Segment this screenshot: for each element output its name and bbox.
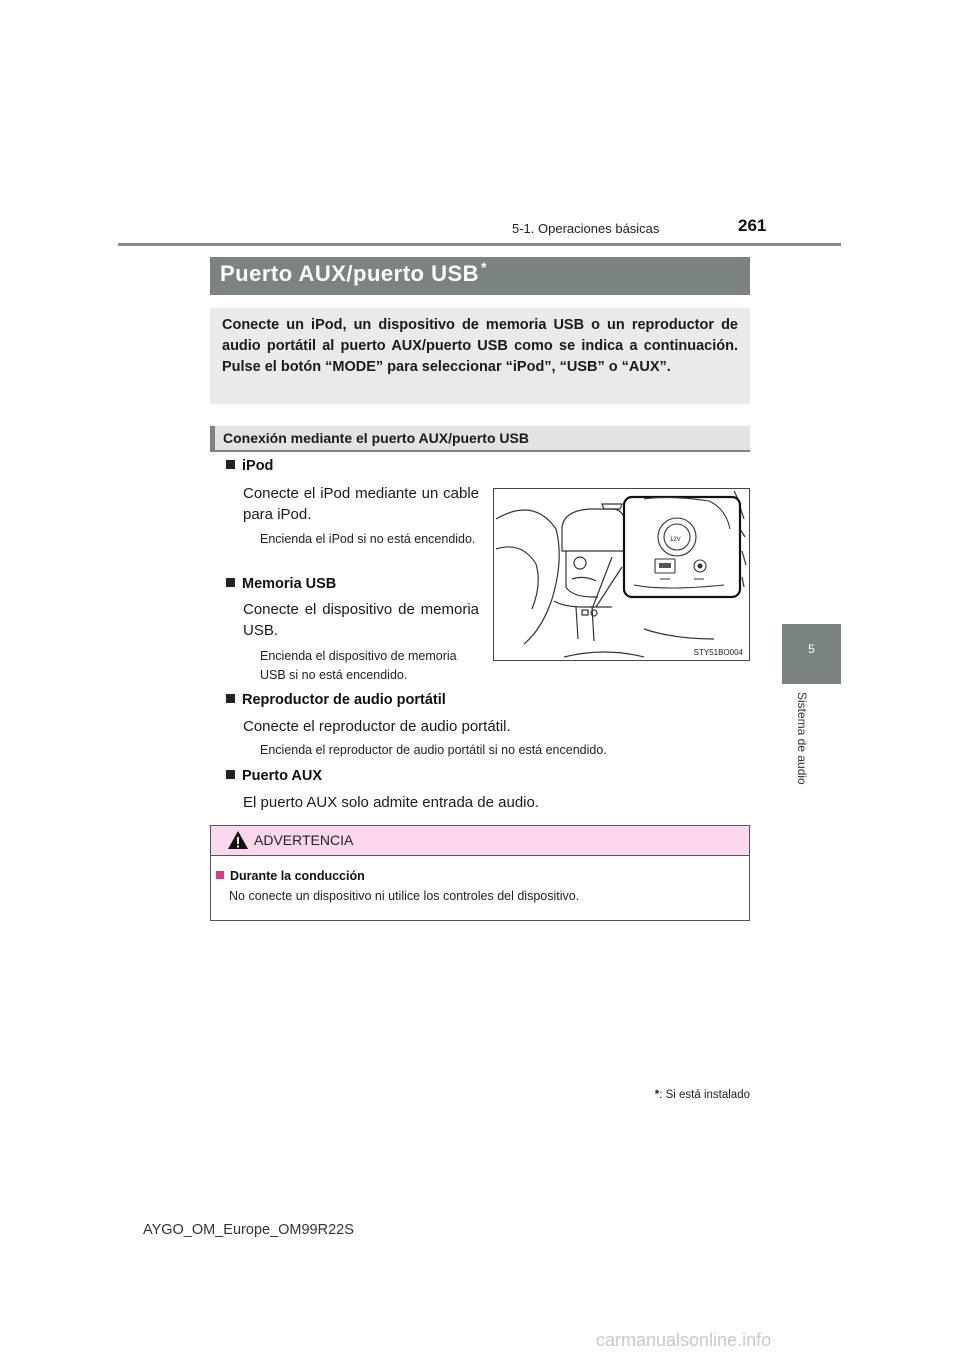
page-number: 261 bbox=[738, 216, 767, 235]
warning-label: ADVERTENCIA bbox=[254, 832, 354, 848]
footnote-mark: * bbox=[654, 1089, 660, 1101]
item-title-text: Memoria USB bbox=[242, 576, 337, 592]
item-title-text: iPod bbox=[242, 458, 274, 474]
item-title-ipod bbox=[226, 458, 273, 474]
subsection-bar bbox=[210, 426, 750, 452]
intro-text: Conecte un iPod, un dispositivo de memoria USB o un reproductor de audio portátil al puerto AUX/puerto USB como se indica a continuación. Pulse el botón “MODE” para seleccionar “iPod”, “USB” o “AUX”. bbox=[222, 317, 738, 375]
warning-triangle-icon bbox=[227, 830, 249, 850]
item-title-text: Reproductor de audio portátil bbox=[242, 692, 446, 708]
socket-label: 12V bbox=[670, 537, 681, 543]
chapter-label-text: Sistema de audio bbox=[795, 692, 809, 785]
footnote-text: : Si está instalado bbox=[659, 1089, 750, 1101]
section-title-text: Puerto AUX/puerto USB bbox=[220, 261, 480, 286]
header-section: 5-1. Operaciones básicas bbox=[512, 221, 660, 236]
bullet-square-icon bbox=[226, 460, 235, 469]
watermark: carmanualsonline.info bbox=[596, 1330, 772, 1350]
pink-square-icon bbox=[216, 871, 224, 879]
footnote bbox=[560, 1089, 750, 1101]
item-note-portable-player: Encienda el reproductor de audio portátil si no está encendido. bbox=[260, 743, 607, 757]
item-note-usb: Encienda el dispositivo de memoria USB si no está encendido. bbox=[260, 649, 457, 682]
warning-subtitle-text: Durante la conducción bbox=[230, 869, 365, 883]
installed-mark: * bbox=[481, 259, 487, 275]
document-code: AYGO_OM_Europe_OM99R22S bbox=[143, 1222, 354, 1238]
chapter-label bbox=[795, 692, 809, 802]
item-note-ipod: Encienda el iPod si no está encendido. bbox=[260, 532, 476, 546]
section-title-bar bbox=[210, 257, 750, 295]
chapter-tab[interactable] bbox=[782, 624, 841, 684]
warning-subtitle bbox=[216, 869, 365, 883]
item-title-aux bbox=[226, 768, 322, 784]
warning-header bbox=[211, 826, 749, 856]
item-body-portable-player: Conecte el reproductor de audio portátil. bbox=[243, 718, 511, 735]
item-body-usb: Conecte el dispositivo de memoria USB. bbox=[243, 601, 479, 639]
bullet-square-icon bbox=[226, 694, 235, 703]
item-body-aux: El puerto AUX solo admite entrada de audio. bbox=[243, 794, 540, 811]
dashboard-illustration bbox=[494, 489, 749, 660]
item-body-ipod: Conecte el iPod mediante un cable para iPod. bbox=[243, 485, 479, 523]
figure-caption: STY51BO004 bbox=[693, 648, 743, 657]
dashboard-figure bbox=[493, 488, 750, 661]
intro-box bbox=[210, 308, 750, 404]
subsection-title: Conexión mediante el puerto AUX/puerto USB bbox=[223, 430, 529, 446]
chapter-tab-number: 5 bbox=[808, 642, 815, 656]
item-title-text: Puerto AUX bbox=[242, 768, 323, 784]
bullet-square-icon bbox=[226, 770, 235, 779]
header-rule bbox=[118, 243, 841, 246]
warning-text: No conecte un dispositivo ni utilice los controles del dispositivo. bbox=[229, 889, 580, 903]
section-title bbox=[220, 261, 487, 287]
item-title-usb bbox=[226, 576, 336, 592]
bullet-square-icon bbox=[226, 578, 235, 587]
warning-box bbox=[210, 825, 750, 921]
subsection-accent bbox=[210, 426, 215, 450]
item-title-portable-player bbox=[226, 692, 446, 708]
